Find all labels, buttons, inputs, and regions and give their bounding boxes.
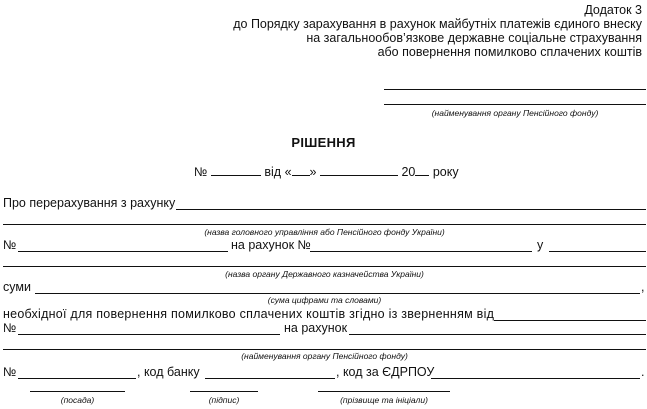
decision-day-field[interactable]: [292, 164, 310, 176]
transfer-account-field-2[interactable]: [3, 224, 646, 225]
final-no-label: №: [3, 365, 17, 379]
signature-field[interactable]: [190, 391, 258, 392]
decision-month-field[interactable]: [320, 164, 398, 176]
document-title: РІШЕННЯ: [291, 135, 356, 150]
org-name-line-1[interactable]: [384, 89, 646, 90]
edrpou-field[interactable]: [431, 378, 640, 379]
account2-no-label: №: [3, 321, 17, 335]
to-account-label: на рахунок №: [231, 238, 311, 252]
sum-field[interactable]: [35, 293, 640, 294]
final-period: .: [641, 365, 645, 379]
edrpou-label: , код за ЄДРПОУ: [336, 365, 435, 379]
full-name-field[interactable]: [318, 391, 450, 392]
appeal-date-field[interactable]: [494, 320, 646, 321]
account2-field[interactable]: [349, 334, 646, 335]
decision-date-close: »: [309, 165, 317, 179]
transfer-label: Про перерахування з рахунку: [3, 196, 176, 210]
signature-caption: (підпис): [208, 395, 240, 405]
appendix-reference-line-3: або повернення помилково сплачених коштів: [377, 45, 642, 59]
account2-number-field[interactable]: [18, 334, 280, 335]
appendix-reference-line-1: до Порядку зарахування в рахунок майбутніх платежів єдиного внеску: [233, 17, 642, 31]
decision-number-date: [194, 164, 459, 179]
decision-no-label: №: [194, 165, 208, 179]
final-account-field[interactable]: [18, 378, 136, 379]
bank-code-field[interactable]: [205, 378, 335, 379]
appendix-number: Додаток 3: [584, 3, 642, 17]
transfer-caption: (назва головного управління або Пенсійного фонду України): [204, 227, 445, 237]
decision-year-suffix: року: [432, 165, 459, 179]
in-label: у: [537, 238, 544, 252]
transfer-account-field[interactable]: [176, 209, 646, 210]
decision-date-open: від «: [264, 165, 292, 179]
decision-year-prefix: 20: [401, 165, 416, 179]
sum-comma: ,: [641, 280, 645, 294]
sum-caption: (сума цифрами та словами): [267, 295, 382, 305]
decision-year-field[interactable]: [415, 164, 429, 176]
full-name-caption: (прізвище та ініціали): [340, 395, 428, 405]
bank-code-label: , код банку: [137, 365, 200, 379]
org-name-caption: (найменування органу Пенсійного фонду): [431, 108, 599, 118]
account2-to-label: на рахунок: [284, 321, 348, 335]
return-purpose-text: необхідної для повернення помилково сплачених коштів згідно із зверненням від: [3, 307, 495, 321]
org-name-line-2[interactable]: [384, 104, 646, 105]
treasury-caption: (назва органу Державного казначейства України): [225, 269, 424, 279]
sum-label: суми: [3, 280, 31, 294]
account-no-label: №: [3, 238, 17, 252]
treasury-field[interactable]: [549, 251, 646, 252]
account2-caption: (найменування органу Пенсійного фонду): [241, 351, 408, 361]
account-number-field[interactable]: [18, 251, 228, 252]
account2-field-2[interactable]: [3, 349, 646, 350]
decision-number-field[interactable]: [211, 164, 261, 176]
appendix-reference-line-2: на загальнообов’язкове державне соціальне страхування: [306, 31, 642, 45]
treasury-field-2[interactable]: [3, 266, 646, 267]
position-caption: (посада): [60, 395, 95, 405]
position-field[interactable]: [30, 391, 125, 392]
to-account-number-field[interactable]: [310, 251, 532, 252]
